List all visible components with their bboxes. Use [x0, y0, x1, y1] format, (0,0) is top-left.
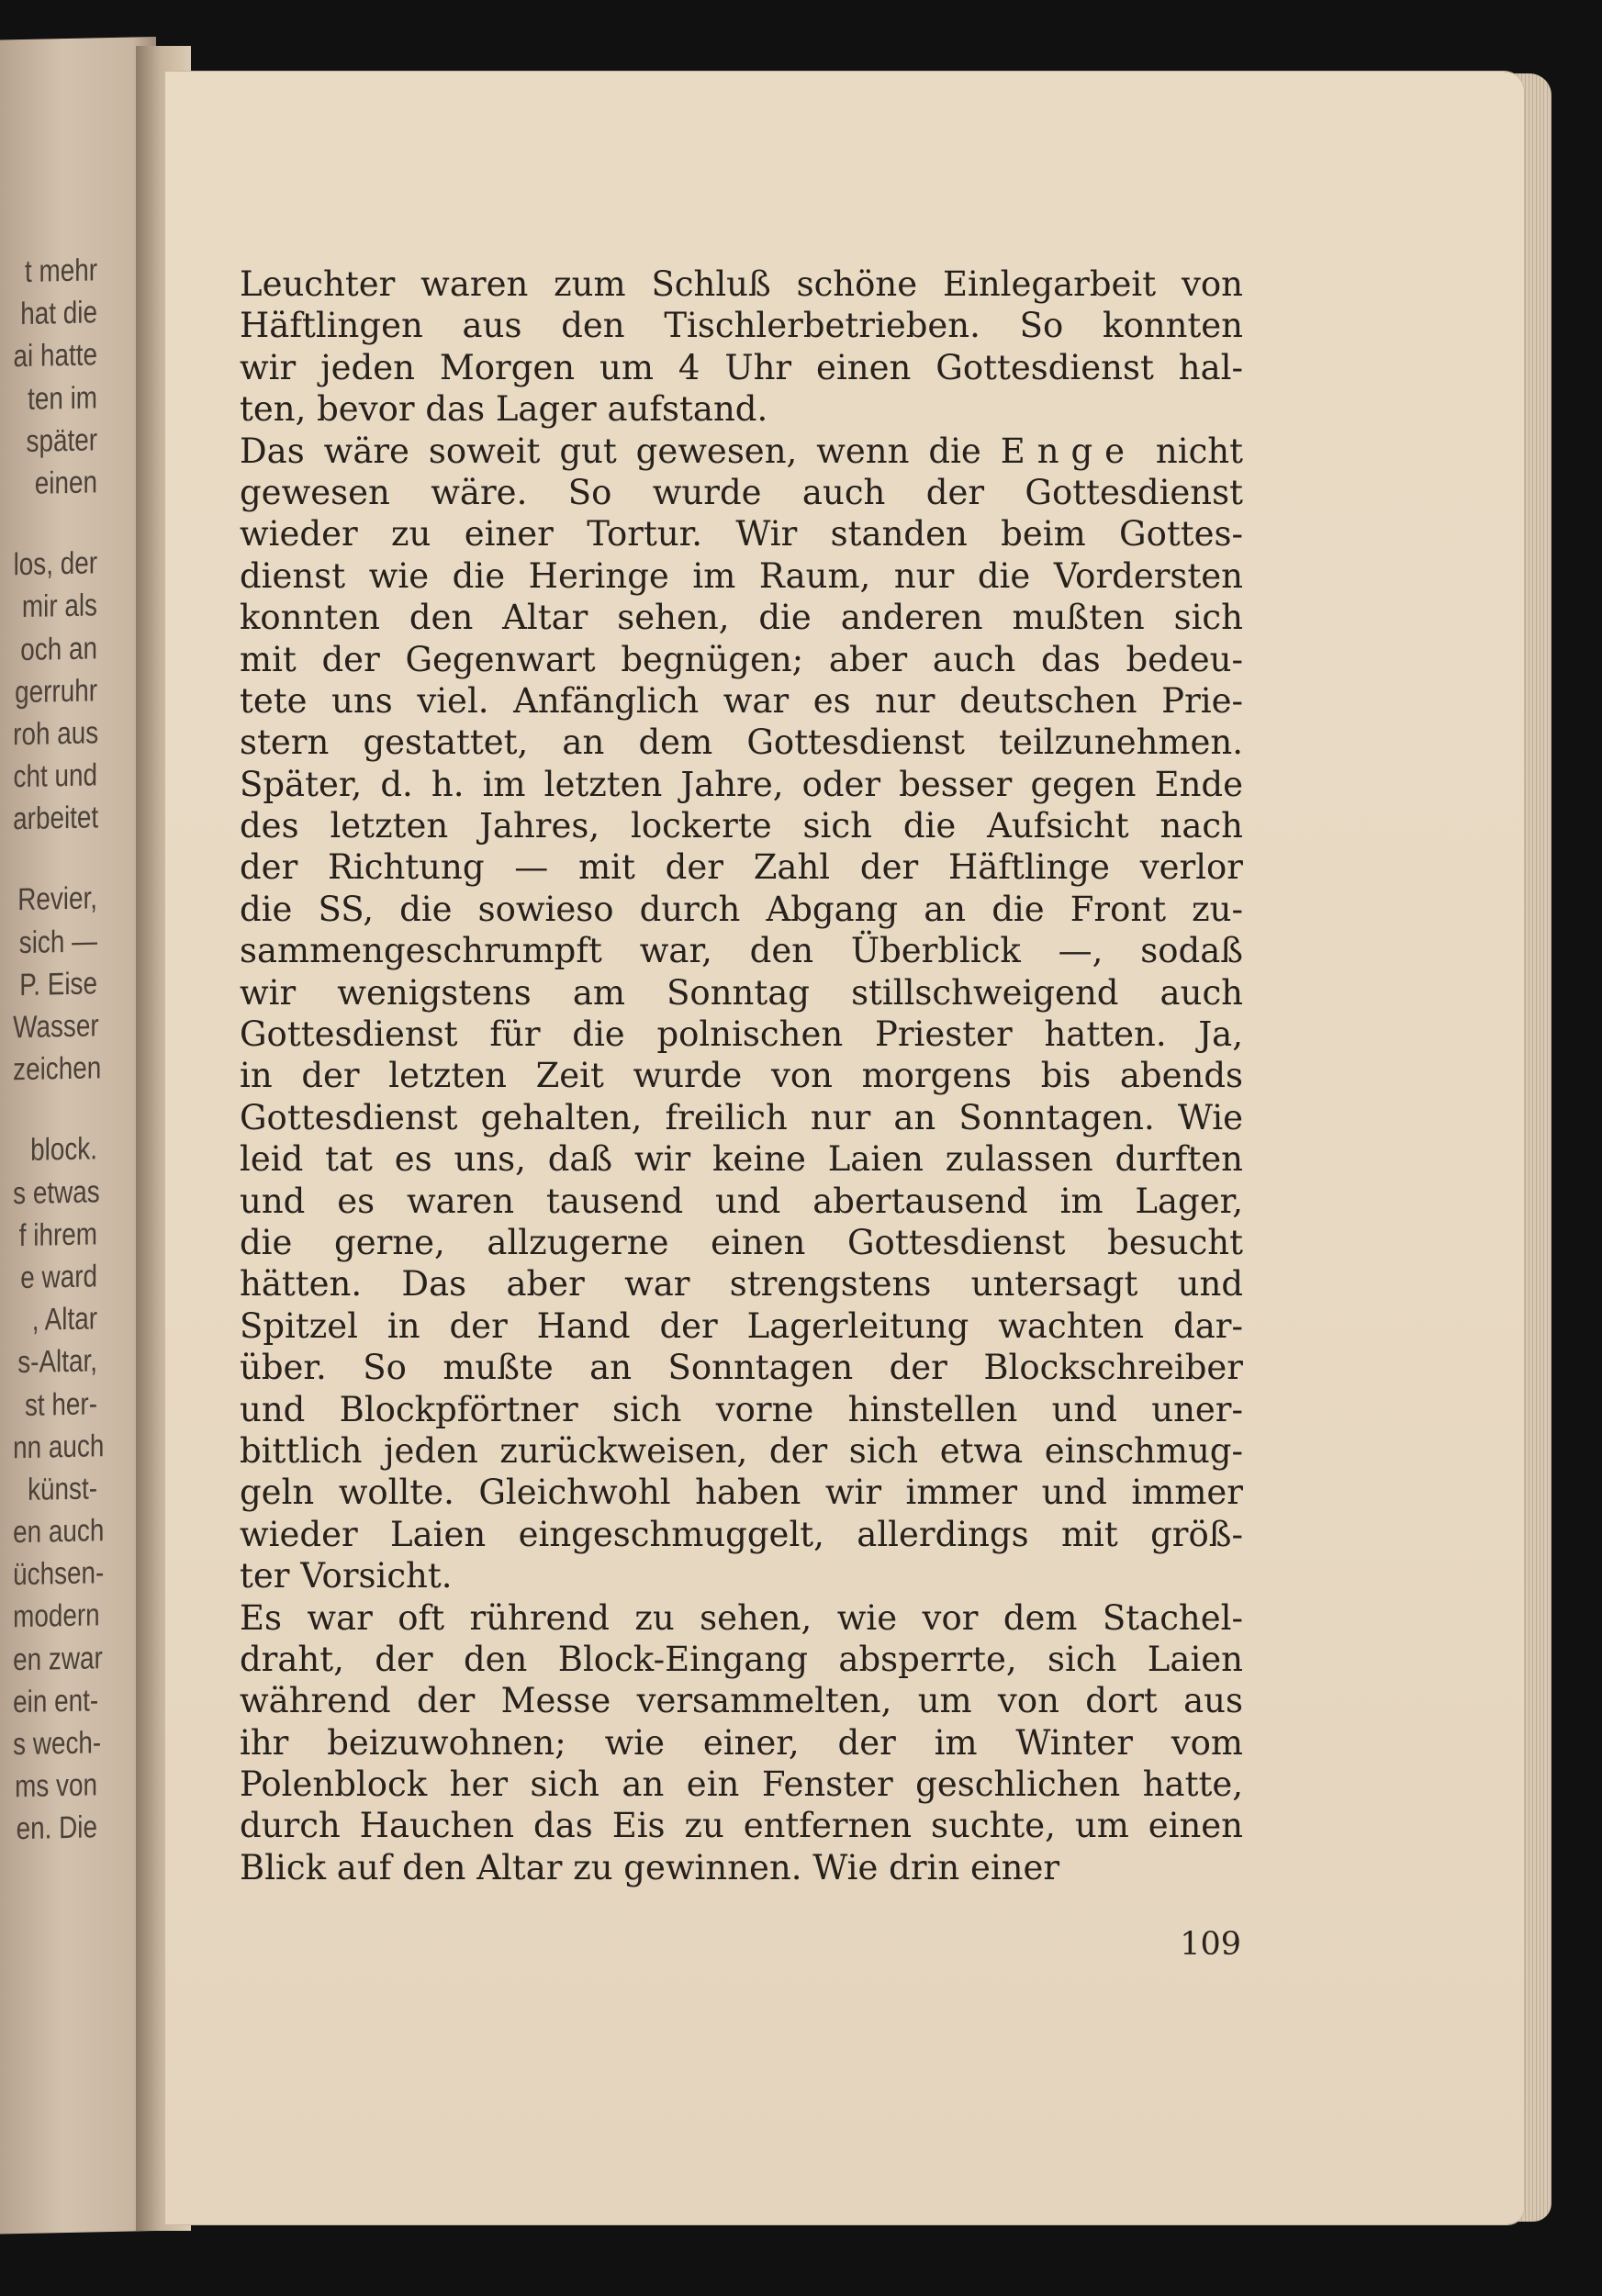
text-line: ten, bevor das Lager aufstand. — [240, 389, 768, 430]
page-number: 109 — [1180, 1926, 1241, 1963]
previous-page-line: nn auch — [13, 1428, 105, 1465]
text-line: Gottesdienst gehalten, freilich nur an Sonntagen. Wie — [240, 1097, 1243, 1137]
previous-page-line: block. — [30, 1131, 97, 1169]
previous-page-line: s wech- — [13, 1725, 102, 1763]
previous-page-line: och an — [20, 630, 98, 667]
text-line: tete uns viel. Anfänglich war es nur deutschen Prie- — [240, 680, 1243, 721]
previous-page-line: modern — [13, 1597, 100, 1635]
previous-page-line: en zwar — [13, 1640, 103, 1677]
text-line: konnten den Altar sehen, die anderen mußten sich — [240, 598, 1243, 638]
text-line: ter Vorsicht. — [240, 1556, 453, 1596]
previous-page-line — [13, 1090, 97, 1130]
text-line: gewesen wäre. So wurde auch der Gottesdienst — [240, 472, 1243, 512]
text-line: draht, der den Block-Eingang absperrte, sich Laien — [240, 1639, 1243, 1679]
previous-page-line: ein ent- — [13, 1683, 99, 1720]
previous-page-line: sich — — [18, 923, 97, 960]
text-line: in der letzten Zeit wurde von morgens bis abends — [240, 1056, 1243, 1096]
text-line: leid tat es uns, daß wir keine Laien zulassen durften — [240, 1139, 1243, 1180]
previous-page-line: P. Eise — [19, 966, 97, 1002]
previous-page-line: st her- — [24, 1385, 97, 1423]
previous-page-line: hat die — [20, 295, 98, 332]
previous-page-line: ten im — [28, 379, 97, 417]
previous-page-line: ms von — [15, 1767, 97, 1805]
previous-page-line: t mehr — [24, 252, 97, 289]
text-line: dienst wie die Heringe im Raum, nur die Vordersten — [240, 555, 1243, 596]
previous-page-text — [13, 249, 105, 1850]
previous-page-line: gerruhr — [15, 673, 97, 710]
previous-page-line: cht und — [13, 757, 97, 795]
previous-page — [0, 37, 156, 2234]
text-line: wir wenigstens am Sonntag stillschweigend auch — [240, 972, 1243, 1013]
text-line: stern gestattet, an dem Gottesdienst teilzunehmen. — [240, 722, 1243, 763]
previous-page-line: ai hatte — [13, 337, 97, 375]
text-line: bittlich jeden zurückweisen, der sich etwa einschmug- — [240, 1430, 1243, 1471]
previous-page-line: später — [26, 422, 97, 459]
text-line: und Blockpförtner sich vorne hinstellen und uner- — [240, 1389, 1243, 1429]
previous-page-line: arbeitet — [13, 800, 99, 837]
previous-page-line: , Altar — [31, 1301, 97, 1338]
previous-page-line: üchsen- — [13, 1555, 105, 1593]
text-line: wir jeden Morgen um 4 Uhr einen Gottesdienst hal- — [240, 347, 1243, 387]
text-line: Leuchter waren zum Schluß schöne Einlegarbeit von — [240, 264, 1243, 304]
text-line: sammengeschrumpft war, den Überblick —, sodaß — [240, 931, 1243, 971]
text-line: Häftlingen aus den Tischlerbetrieben. So konnten — [240, 306, 1243, 346]
text-line: über. So mußte an Sonntagen der Blockschreiber — [240, 1348, 1243, 1388]
text-line: ihr beizuwohnen; wie einer, der im Winter vom — [240, 1722, 1243, 1763]
text-line: Spitzel in der Hand der Lagerleitung wachten dar- — [240, 1305, 1243, 1346]
previous-page-line: roh aus — [13, 715, 99, 753]
text-line: mit der Gegenwart begnügen; aber auch das bedeu- — [240, 639, 1243, 679]
previous-page-line: e ward — [20, 1259, 97, 1296]
text-line: Gottesdienst für die polnischen Priester hatten. Ja, — [240, 1014, 1243, 1055]
previous-page-line: en auch — [13, 1513, 105, 1551]
text-line: hätten. Das aber war strengstens untersagt und — [240, 1264, 1243, 1305]
text-line: des letzten Jahres, lockerte sich die Aufsicht nach — [240, 806, 1243, 846]
previous-page-line: f ihrem — [18, 1216, 97, 1253]
text-line: Blick auf den Altar zu gewinnen. Wie drin einer — [240, 1847, 1060, 1887]
previous-page-line — [13, 839, 97, 879]
text-line: der Richtung — mit der Zahl der Häftlinge verlor — [240, 847, 1243, 888]
previous-page-line: einen — [34, 465, 98, 501]
text-line: Später, d. h. im letzten Jahre, oder besser gegen Ende — [240, 764, 1243, 804]
text-line: geln wollte. Gleichwohl haben wir immer und immer — [240, 1473, 1243, 1513]
previous-page-line: Revier, — [17, 880, 98, 918]
text-line: wieder zu einer Tortur. Wir standen beim Gottes- — [240, 514, 1243, 554]
text-line: und es waren tausend und abertausend im Lager, — [240, 1181, 1243, 1221]
text-line: Das wäre soweit gut gewesen, wenn die Enge nicht — [240, 431, 1243, 471]
text-line: Es war oft rührend zu sehen, wie vor dem Stachel- — [240, 1597, 1243, 1638]
previous-page-line: los, der — [13, 545, 97, 583]
previous-page-line: s etwas — [13, 1173, 100, 1211]
text-line: die gerne, allzugerne einen Gottesdienst besucht — [240, 1222, 1243, 1262]
text-line: Polenblock her sich an ein Fenster geschlichen hatte, — [240, 1764, 1243, 1805]
page-body-text — [240, 263, 1243, 1888]
text-line: während der Messe versammelten, um von dort aus — [240, 1681, 1243, 1721]
previous-page-line: Wasser — [13, 1008, 99, 1046]
previous-page-line: mir als — [21, 588, 97, 625]
text-line: wieder Laien eingeschmuggelt, allerdings mit größ- — [240, 1514, 1243, 1554]
text-line: die SS, die sowieso durch Abgang an die Front zu- — [240, 889, 1243, 929]
previous-page-line: künst- — [28, 1471, 97, 1507]
previous-page-line: s-Altar, — [17, 1343, 98, 1381]
previous-page-line: en. Die — [16, 1809, 98, 1847]
previous-page-line — [13, 503, 97, 543]
previous-page-line: zeichen — [13, 1050, 102, 1088]
text-line: durch Hauchen das Eis zu entfernen suchte, um einen — [240, 1806, 1243, 1846]
